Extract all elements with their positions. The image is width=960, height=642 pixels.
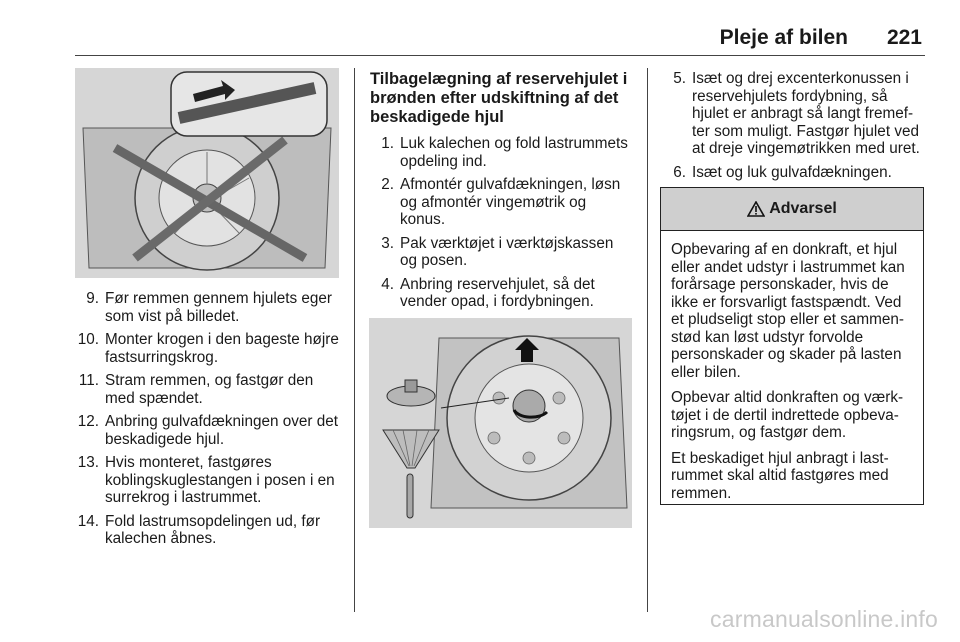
column-divider-left — [354, 68, 355, 612]
list-item: 10. Monter krogen i den bageste højre fastsurringskrog. — [77, 331, 339, 366]
list-item: 5. Isæt og drej excenterkonussen i reservehjulets fordybning, så hjulet er anbragt så langt fremef-ter som muligt. Fastgør hjulet ved at dreje vingemøtrikken med uret. — [673, 70, 920, 157]
section-title: Tilbagelægning af reservehjulet i brønden efter udskiftning af det beskadigede hjul — [370, 70, 628, 126]
page-header — [0, 0, 960, 62]
list-item: 11. Stram remmen, og fastgør den med spændet. — [78, 372, 314, 407]
list-item: 9. Før remmen gennem hjulets eger som vist på billedet. — [86, 290, 332, 325]
column-divider-right — [647, 68, 648, 612]
left-steps-list — [75, 290, 345, 548]
warning-body — [661, 231, 923, 502]
warning-header — [661, 188, 923, 231]
middle-steps-list — [370, 135, 634, 311]
list-item: 13. Hvis monteret, fastgøres koblingskuglestangen i posen i en surrekrog i lastrummet. — [77, 454, 335, 506]
list-item: 2. Afmontér gulvafdækningen, løsn og afmontér vingemøtrik og konus. — [381, 176, 621, 228]
middle-column — [370, 70, 634, 317]
spare-wheel-strap-illustration — [75, 68, 339, 278]
list-item: 6. Isæt og luk gulvafdækningen. — [673, 163, 892, 181]
list-item: 14. Fold lastrumsopdelingen ud, før kalechen åbnes. — [77, 512, 321, 547]
warning-paragraph: Et beskadiget hjul anbragt i last-rummet skal altid fastgøres med remmen. — [671, 449, 889, 502]
right-steps-list — [662, 70, 926, 181]
warning-title: Advarsel — [769, 200, 837, 217]
list-item: 1. Luk kalechen og fold lastrummets opdeling ind. — [381, 135, 628, 170]
page-title: Pleje af bilen — [719, 26, 848, 49]
header-rule — [75, 55, 925, 56]
page-number: 221 — [886, 26, 922, 49]
right-column — [662, 70, 926, 187]
figure-spare-wheel-strap — [75, 68, 339, 278]
warning-triangle-icon — [747, 201, 765, 217]
list-item: 3. Pak værktøjet i værktøjskassen og posen. — [381, 234, 614, 269]
list-item: 4. Anbring reservehjulet, så det vender opad, i fordybningen. — [381, 275, 595, 310]
left-column — [75, 290, 345, 554]
spare-wheel-well-illustration — [369, 318, 632, 528]
warning-paragraph: Opbevaring af en donkraft, et hjul eller andet udstyr i lastrummet kan forårsage personskader, hvis de ikke er forsvarligt fastspændt. Ved et pludseligt stop eller et sammen-stød kan løst udstyr forvolde personskader og skader på lasten eller bilen. — [671, 241, 905, 381]
warning-box — [660, 187, 924, 505]
figure-spare-wheel-well — [369, 318, 632, 528]
list-item: 12. Anbring gulvafdækningen over det beskadigede hjul. — [77, 413, 339, 448]
warning-paragraph: Opbevar altid donkraften og værk-tøjet i de dertil indrettede opbeva-ringsrum, og fastgør dem. — [671, 389, 904, 441]
watermark: carmanualsonline.info — [710, 606, 938, 632]
